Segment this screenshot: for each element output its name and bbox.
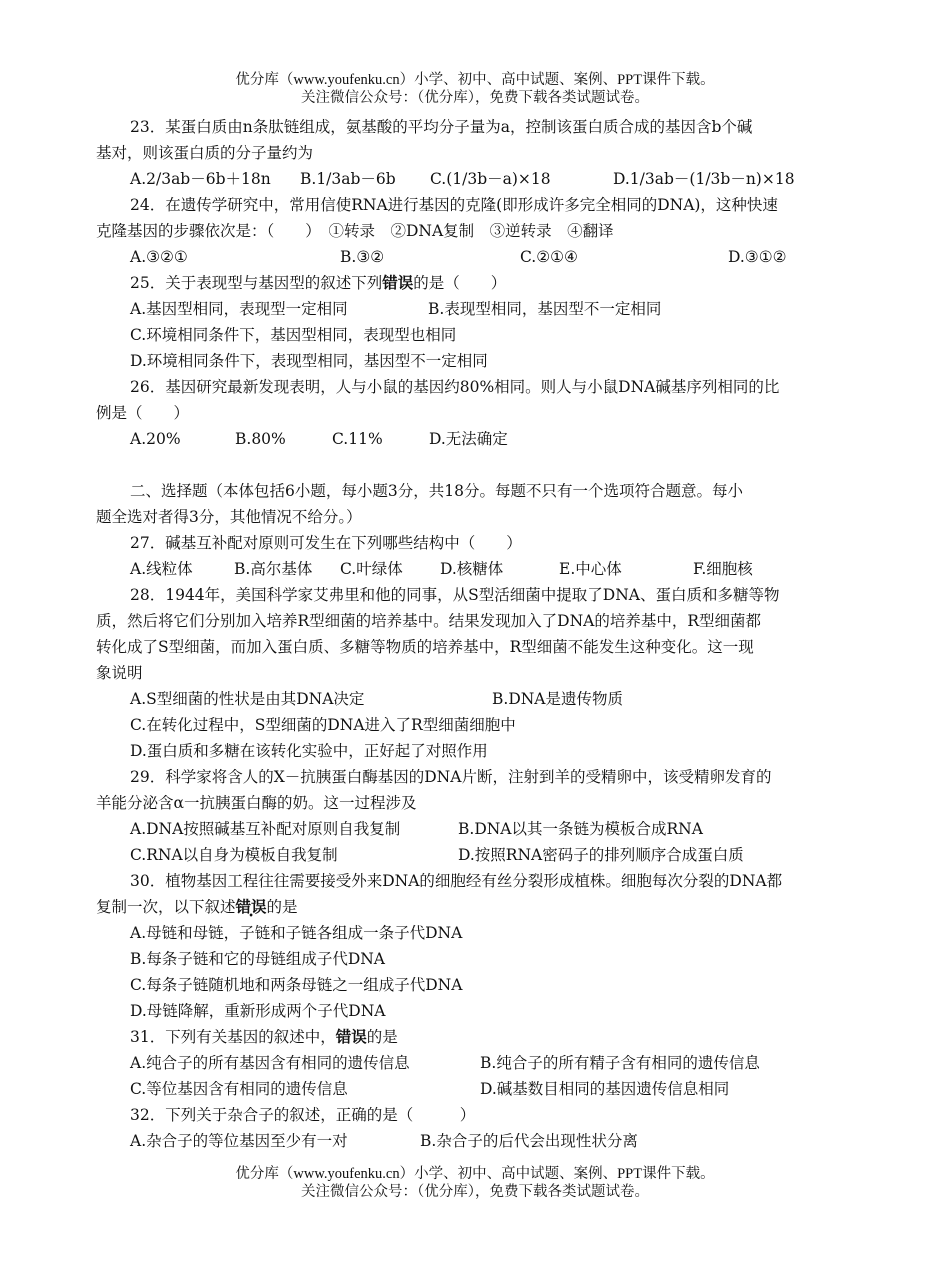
q30-option-b: B.每条子链和它的母链组成子代DNA	[130, 950, 386, 968]
q25-stem-post: 的是（ ）	[413, 274, 507, 292]
q31-option-d: D.碱基数目相同的基因遗传信息相同	[480, 1080, 730, 1098]
q26-option-a: A.20%	[130, 430, 181, 448]
q28-option-c: C.在转化过程中，S型细菌的DNA进入了R型细菌细胞中	[130, 716, 516, 734]
q28-stem-line-4: 象说明	[96, 664, 143, 682]
q31-option-b: B.纯合子的所有精子含有相同的遗传信息	[480, 1054, 760, 1072]
q31-option-a: A.纯合子的所有基因含有相同的遗传信息	[130, 1054, 410, 1072]
q32-option-b: B.杂合子的后代会出现性状分离	[420, 1132, 638, 1150]
q25-option-d: D.环境相同条件下，表现型相同，基因型不一定相同	[130, 352, 488, 370]
q30-option-a: A.母链和母链，子链和子链各组成一条子代DNA	[130, 924, 463, 942]
q27-option-f: F.细胞核	[693, 560, 753, 578]
page-header	[0, 71, 950, 107]
q26-stem-line-2: 例是（ ）	[96, 404, 190, 422]
q23-option-d: D.1/3ab－(1/3b－n)×18	[613, 170, 795, 188]
q25-stem-pre: 25．关于表现型与基因型的叙述下列	[130, 274, 383, 292]
q26-stem-line-1: 26．基因研究最新发现表明，人与小鼠的基因约80%相同。则人与小鼠DNA碱基序列相同的比	[130, 378, 780, 396]
q27-option-b: B.高尔基体	[234, 560, 313, 578]
q27-stem: 27．碱基互补配对原则可发生在下列哪些结构中（ ）	[130, 534, 522, 552]
page-footer	[0, 1165, 950, 1201]
q29-stem-line-2: 羊能分泌含α一抗胰蛋白酶的奶。这一过程涉及	[96, 794, 417, 812]
q23-stem-line-2: 基对，则该蛋白质的分子量约为	[96, 144, 314, 162]
q26-option-d: D.无法确定	[429, 430, 508, 448]
q24-stem-line-2: 克隆基因的步骤依次是：（ ） ①转录 ②DNA复制 ③逆转录 ④翻译	[96, 222, 614, 240]
footer-line-2: 关注微信公众号：（优分库），免费下载各类试题试卷。	[301, 1184, 649, 1200]
q28-stem-line-1: 28．1944年，美国科学家艾弗里和他的同事，从S型活细菌中提取了DNA、蛋白质和多糖等物	[130, 586, 780, 604]
q24-option-a: A.③②①	[130, 248, 188, 266]
q28-stem-line-2: 质，然后将它们分别加入培养R型细菌的培养基中。结果发现加入了DNA的培养基中，R型细菌都	[96, 612, 762, 630]
q25-stem	[130, 270, 506, 296]
q32-stem: 32．下列关于杂合子的叙述，正确的是（ ）	[130, 1106, 476, 1124]
q25-option-a: A.基因型相同，表现型一定相同	[130, 300, 348, 318]
q25-stem-emphasis: 错误	[382, 273, 414, 292]
q30-option-c: C.每条子链随机地和两条母链之一组成子代DNA	[130, 976, 463, 994]
q23-option-b: B.1/3ab－6b	[300, 170, 396, 188]
section2-heading-line-2: 题全选对者得3分，其他情况不给分。）	[96, 508, 362, 526]
q29-option-d: D.按照RNA密码子的排列顺序合成蛋白质	[458, 846, 744, 864]
q27-option-c: C.叶绿体	[340, 560, 403, 578]
q30-stem-line-1: 30．植物基因工程往往需要接受外来DNA的细胞经有丝分裂形成植株。细胞每次分裂的DNA都	[130, 872, 783, 890]
q24-stem-line-1: 24．在遗传学研究中，常用信使RNA进行基因的克隆(即形成许多完全相同的DNA)，这种快速	[130, 196, 778, 214]
q24-option-c: C.②①④	[520, 248, 578, 266]
header-line-2: 关注微信公众号：（优分库），免费下载各类试题试卷。	[301, 90, 649, 106]
q25-option-c: C.环境相同条件下，基因型相同，表现型也相同	[130, 326, 457, 344]
q31-stem-emphasis: 错误	[335, 1027, 367, 1046]
q28-option-d: D.蛋白质和多糖在该转化实验中，正好起了对照作用	[130, 742, 488, 760]
q27-option-e: E.中心体	[559, 560, 622, 578]
q30-stem-line-2	[96, 894, 298, 920]
q23-option-a: A.2/3ab－6b＋18n	[130, 170, 271, 188]
q29-option-a: A.DNA按照碱基互补配对原则自我复制	[130, 820, 401, 838]
q27-option-d: D.核糖体	[440, 560, 504, 578]
section2-heading-line-1: 二、选择题（本体包括6小题，每小题3分，共18分。每题不只有一个选项符合题意。每小	[130, 482, 743, 500]
q25-option-b: B.表现型相同，基因型不一定相同	[428, 300, 662, 318]
q28-stem-line-3: 转化成了S型细菌，而加入蛋白质、多糖等物质的培养基中，R型细菌不能发生这种变化。这一现	[96, 638, 754, 656]
q26-option-c: C.11%	[332, 430, 383, 448]
q31-option-c: C.等位基因含有相同的遗传信息	[130, 1080, 348, 1098]
q23-option-c: C.(1/3b－a)×18	[430, 170, 551, 188]
q28-option-b: B.DNA是遗传物质	[492, 690, 624, 708]
q23-stem-line-1: 23．某蛋白质由n条肽链组成，氨基酸的平均分子量为a，控制该蛋白质合成的基因含b个碱	[130, 118, 753, 136]
q27-option-a: A.线粒体	[130, 560, 193, 578]
q30-stem-pre: 复制一次，以下叙述	[96, 898, 236, 916]
q28-option-a: A.S型细菌的性状是由其DNA决定	[130, 690, 365, 708]
q31-stem-pre: 31．下列有关基因的叙述中，	[130, 1028, 336, 1046]
q26-option-b: B.80%	[235, 430, 286, 448]
q31-stem-post: 的是	[366, 1028, 398, 1046]
q24-option-b: B.③②	[340, 248, 385, 266]
q30-option-d: D.母链降解，重新形成两个子代DNA	[130, 1002, 386, 1020]
q31-stem	[130, 1024, 398, 1050]
header-line-1: 优分库（www.youfenku.cn）小学、初中、高中试题、案例、PPT课件下载。	[235, 72, 715, 88]
q29-option-b: B.DNA以其一条链为模板合成RNA	[458, 820, 703, 838]
q29-stem-line-1: 29．科学家将含人的X－抗胰蛋白酶基因的DNA片断，注射到羊的受精卵中，该受精卵发育的	[130, 768, 772, 786]
q30-stem-emphasis: 错误	[235, 897, 267, 916]
q32-option-a: A.杂合子的等位基因至少有一对	[130, 1132, 348, 1150]
q29-option-c: C.RNA以自身为模板自我复制	[130, 846, 338, 864]
q30-stem-post: 的是	[266, 898, 298, 916]
footer-line-1: 优分库（www.youfenku.cn）小学、初中、高中试题、案例、PPT课件下载。	[235, 1166, 715, 1182]
q24-option-d: D.③①②	[728, 248, 787, 266]
